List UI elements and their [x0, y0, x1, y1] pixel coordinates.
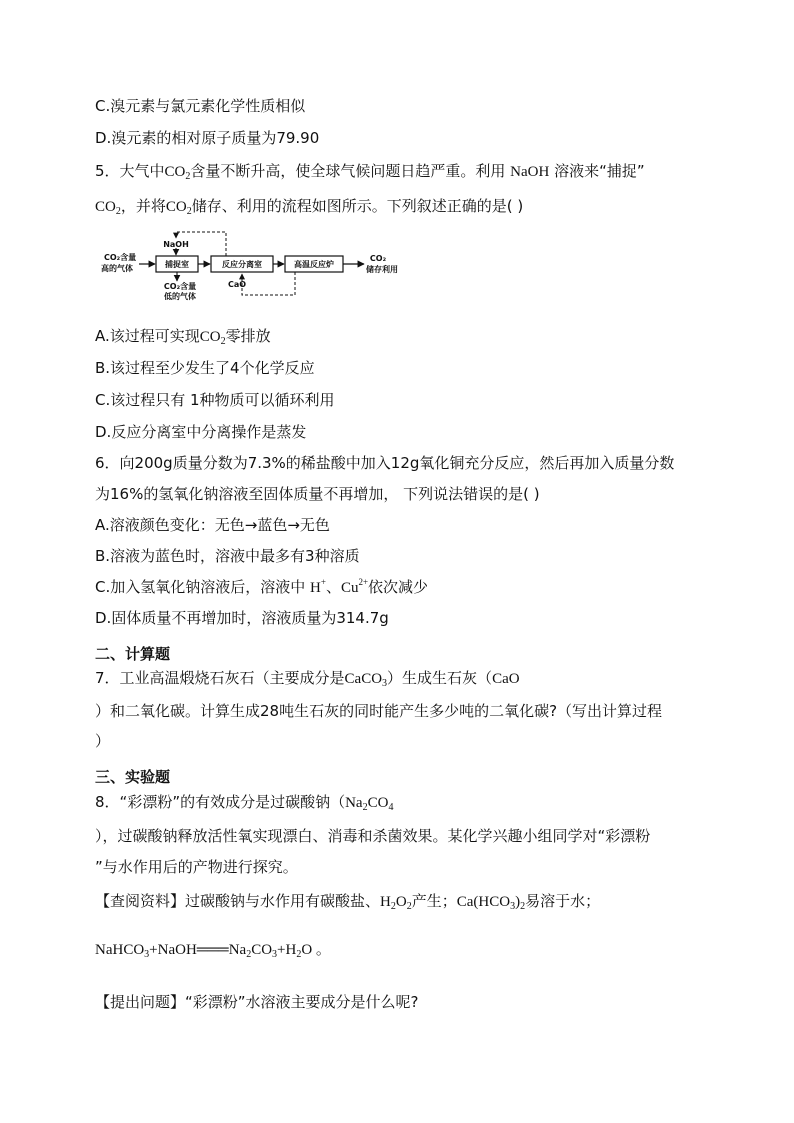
output-label-1: CO₂	[369, 254, 387, 263]
text: 【提出问题】“彩漂粉”水溶液主要成分是什么呢?	[95, 993, 419, 1011]
question-8-problem-line	[95, 992, 419, 1012]
section-3-heading: 三、实验题	[95, 768, 171, 786]
formula-h2o2: $H_2O_2$	[380, 894, 412, 912]
formula-ca-hco3-2: $Ca(HCO_3)_2$	[456, 894, 526, 912]
text: 依次减少	[368, 578, 429, 596]
text: 【查阅资料】过碳酸钠与水作用有碳酸盐、	[95, 892, 381, 910]
question-8-line-1	[95, 792, 393, 813]
text: 8．“彩漂粉”的有效成分是过碳酸钠（	[95, 793, 346, 811]
option-c-line	[95, 96, 305, 116]
text: ”与水作用后的产物进行探究。	[95, 858, 298, 876]
text: 7．工业高温煅烧石灰石（主要成分是	[95, 669, 345, 687]
cao-recycle-dashed	[242, 272, 295, 295]
q6-option-d	[95, 608, 389, 628]
q6-option-a	[95, 515, 330, 535]
furnace-label: 高温反应炉	[294, 260, 334, 269]
low-gas-label-2: 低的气体	[164, 292, 196, 301]
question-5-line-1	[95, 161, 645, 182]
text: B.该过程至少发生了4个化学反应	[95, 359, 315, 377]
text: 溶液来“捕捉”	[549, 162, 645, 180]
input-label-1: CO₂含量	[104, 253, 137, 262]
q6-option-c: C.加入氢氧化钠溶液后，溶液中 H+、$Cu^{2+}$依次减少	[95, 577, 429, 596]
q5-option-a	[95, 326, 271, 347]
text: A.该过程可实现	[95, 327, 200, 345]
question-7-line-1	[95, 668, 520, 689]
question-6-line-2	[95, 484, 540, 504]
text: 易溶于水；	[525, 892, 601, 910]
text: D.溴元素的相对原子质量为79.90	[95, 129, 320, 147]
input-label-2: 高的气体	[101, 264, 133, 273]
text: ）生成生石灰（	[387, 669, 493, 687]
text: ，并将	[120, 197, 166, 215]
separation-chamber-label: 反应分离室	[222, 260, 262, 269]
text: 6．向200g质量分数为7.3%的稀盐酸中加入12g氧化铜充分反应，然后再加入质量分数	[95, 454, 675, 472]
question-6-line-1	[95, 453, 674, 473]
option-d-line	[95, 128, 319, 148]
text: 零排放	[225, 327, 271, 345]
chemical-equation: $NaHCO_3+NaOH═══Na_2CO_3+H_2O$ 。	[95, 942, 331, 960]
text: C.溴元素与氯元素化学性质相似	[95, 97, 306, 115]
formula-co2: $CO_2$	[165, 199, 192, 217]
question-7-line-3	[95, 731, 110, 751]
text: ），过碳酸钠释放活性氧实现漂白、消毒和杀菌效果。某化学兴趣小组同学对“彩漂粉	[95, 827, 651, 845]
text: ）和二氧化碳。计算生成28吨生石灰的同时能产生多少吨的二氧化碳?（写出计算过程	[95, 702, 663, 720]
q5-option-d	[95, 422, 306, 442]
question-8-line-2	[95, 826, 650, 846]
text: D.反应分离室中分离操作是蒸发	[95, 423, 307, 441]
text: C.该过程只有 1种物质可以循环利用	[95, 391, 335, 409]
question-8-line-3	[95, 857, 298, 877]
capture-chamber-label: 捕捉室	[165, 260, 189, 269]
text: A.溶液颜色变化：无色→蓝色→无色	[95, 516, 330, 534]
formula-na2co4: $Na_2CO_4$	[345, 795, 394, 813]
question-7-line-2	[95, 701, 662, 721]
text: B.溶液为蓝色时，溶液中最多有3种溶质	[95, 547, 360, 565]
formula-cao: CaO	[492, 671, 520, 687]
formula-cu2plus: $Cu^{2+}$	[340, 577, 369, 596]
formula-co2: $CO_2$	[95, 199, 121, 217]
cao-label: CaO	[227, 280, 247, 289]
section-2-heading: 二、计算题	[95, 645, 171, 663]
text: ）	[95, 732, 111, 750]
formula-co2: $CO_2$	[199, 329, 226, 347]
formula-caco3: CaCO$_3$	[344, 671, 388, 689]
q5-option-c	[95, 390, 335, 410]
question-8-line-4	[95, 891, 600, 912]
equation-equals-sign: ═══	[196, 942, 229, 958]
co2-capture-flow-diagram	[96, 226, 416, 302]
formula-naoh: NaOH	[510, 164, 550, 180]
formula-h-plus: H+	[310, 577, 326, 596]
formula-co2: $CO_2$	[164, 164, 191, 182]
q5-option-b	[95, 358, 315, 378]
text: 5．大气中	[95, 162, 165, 180]
low-gas-label-1: CO₂含量	[163, 282, 197, 291]
text: 产生；	[411, 892, 457, 910]
text: C.加入氢氧化钠溶液后，溶液中	[95, 578, 311, 596]
naoh-label: NaOH	[163, 240, 189, 249]
question-5-line-2	[95, 196, 523, 217]
text: 为16%的氢氧化钠溶液至固体质量不再增加， 下列说法错误的是( )	[95, 485, 540, 503]
text: D.固体质量不再增加时，溶液质量为314.7g	[95, 609, 389, 627]
text: 储存、利用的流程如图所示。下列叙述正确的是( )	[191, 197, 524, 215]
q6-option-b	[95, 546, 360, 566]
output-label-2: 储存利用	[366, 265, 398, 274]
text: 含量不断升高，使全球气候问题日趋严重。利用	[190, 162, 511, 180]
